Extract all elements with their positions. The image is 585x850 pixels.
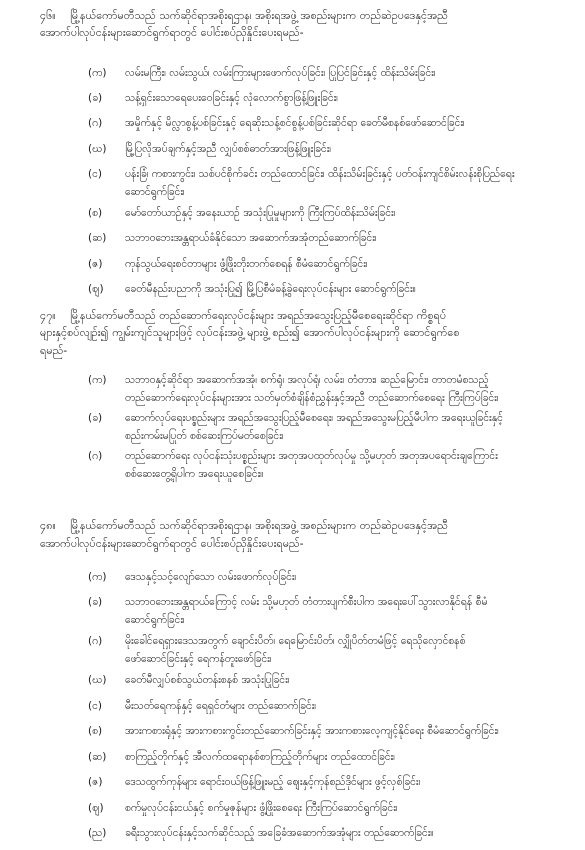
- list-item-marker: (ဂ): [88, 117, 103, 129]
- list-item-marker: (ည): [88, 827, 107, 839]
- list-item-marker: (ဆ): [88, 751, 107, 763]
- list-item-text: ဖော်ဆောင်ခြင်းနှင့် ရေကန်တူးဖော်ခြင်း၊: [125, 653, 272, 665]
- list-item-marker: (စ): [88, 207, 103, 219]
- list-item-marker: (ခ): [88, 596, 103, 608]
- list-item-marker: (က): [88, 571, 107, 583]
- section-paragraph-line: များနှင့်စပ်လျဉ်း၍ ကျွမ်းကျင်သူများဖြင့် လုပ်ငန်းအဖွဲ့ များဖွဲ့ စည်း၍ အောက်ပါလုပ်ငန်းများကို ဆောင်ရွက်စေ: [40, 326, 460, 339]
- list-item-marker: (ဂ): [88, 450, 103, 462]
- list-item-marker: (စ): [88, 725, 103, 737]
- section-number: ၄၆။: [40, 9, 56, 22]
- list-item-text: ဆောင်ရွက်ခြင်း၊: [125, 614, 185, 626]
- list-item-marker: (ဃ): [88, 674, 107, 686]
- section-number: ၄၈။: [40, 519, 56, 532]
- list-item-marker: (င): [88, 168, 103, 180]
- list-item-marker: (ခ): [88, 412, 103, 424]
- list-item-text: အားကစားရုံနှင့် အားကစားကွင်းတည်ဆောက်ခြင်းနှင့် အားကစားလေ့ကျင့်နိုင်ရေး စီမံဆောင်ရွက်ခြင်း၊: [125, 725, 499, 737]
- list-item-marker: (ဇ): [88, 776, 103, 788]
- list-item-text: ကုန်သွယ်ရေးစင်တာများ ဖွံ့ဖြိုးတိုးတက်စေရန် စီမံဆောင်ရွက်ခြင်း၊: [125, 258, 368, 270]
- list-item-text: တည်ဆောက်ရေးလုပ်ငန်းများအား သတ်မှတ်စံချိန်စံညွှန်းနှင့်အညီ တည်ဆောက်စေရေး ကြီးကြပ်ခြင်း၊: [125, 392, 499, 404]
- list-item-text: အမှိုက်နှင့် မိလ္လာစွန့်ပစ်ခြင်းနှင့် ရေဆိုးသန့်စင်စွန့်ပစ်ခြင်းဆိုင်ရာ ခေတ်မီစနစ်ဖော်ဆောင်ခြင်း၊: [125, 117, 465, 129]
- section-paragraph-line: မြို့နယ်ကော်မတီသည် သက်ဆိုင်ရာအစိုးရဌာန၊ အစိုးရအဖွဲ့ အစည်းများက တည်ဆဲဥပဒေနှင့်အညီ: [70, 9, 448, 22]
- list-item-text: မီးသတ်ရေကန်နှင့် ရေရှင်တံများ တည်ဆောက်ခြင်း၊: [125, 700, 317, 712]
- list-item-text: လမ်းမကြီး၊ လမ်းသွယ်၊ လမ်းကြားများဖောက်လုပ်ခြင်း၊ ပြုပြင်ခြင်းနှင့် ထိန်းသိမ်းခြင်း၊: [125, 67, 436, 79]
- list-item-text: စစ်ဆေးတွေ့ရှိပါက အရေးယူစေခြင်း။: [125, 468, 264, 480]
- list-item-marker: (က): [88, 374, 107, 386]
- section-paragraph-line: မြို့နယ်ကော်မတီသည် သက်ဆိုင်ရာအစိုးရဌာန၊ အစိုးရအဖွဲ့ အစည်းများက တည်ဆဲဥပဒေနှင့်အညီ: [70, 519, 448, 532]
- list-item-text: မြို့ပြလိုအပ်ချက်နှင့်အညီ လျှပ်စစ်ဓာတ်အားဖြန့်ဖြူးခြင်း၊: [125, 143, 332, 155]
- list-item-text: သန့်ရှင်းသောရေပေးဝေခြင်းနှင့် လုံလောက်စွာဖြန့်ဖြူးခြင်း၊: [125, 92, 338, 104]
- list-item-text: ခေတ်မီလျှပ်စစ်သွယ်တန်းစနစ် အသုံးပြုခြင်း၊: [125, 674, 290, 686]
- list-item-text: စက်မှုလုပ်ငန်းငယ်နှင့် စက်မှုဇုန်များ ဖွံ့ဖြိုးစေရေး ကြီးကြပ်ဆောင်ရွက်ခြင်း၊: [125, 802, 398, 814]
- section-paragraph-line: မြို့နယ်ကော်မတီသည် တည်ဆောက်ရေးလုပ်ငန်းများ အရည်အသွေးပြည့်မီစေရေးဆိုင်ရာ ကိစ္စရပ်: [70, 309, 447, 322]
- list-item-marker: (ဂ): [88, 635, 103, 647]
- list-item-text: သဘာဝဘေးအန္တရာယ်ခံနိုင်သော အဆောက်အအုံတည်ဆောက်ခြင်း၊: [125, 232, 377, 244]
- list-item-text: စာကြည့်တိုက်နှင့် အီလက်ထရောနစ်စာကြည့်တိုက်များ တည်ထောင်ခြင်း၊: [125, 751, 395, 763]
- list-item-marker: (ဇ): [88, 258, 103, 270]
- list-item-marker: (ဃ): [88, 143, 107, 155]
- list-item-text: မိုးခေါင်ရေရှားဒေသအတွက် ချောင်းပိတ်၊ ရေမြောင်းပိတ်၊ လျှိုပိတ်တမံဖြင့် ရေသိုလှောင်စနစ်: [125, 635, 466, 647]
- list-item-text: စည်းကမ်းမပြုတ် စစ်ဆေးကြပ်မတ်စေခြင်း၊: [125, 430, 284, 442]
- list-item-text: တည်ဆောက်ရေး လုပ်ငန်းသုံးပစ္စည်းများ အတုအပထုတ်လုပ်မှု သို့မဟုတ် အတုအပရောင်းချကြောင်း: [125, 450, 498, 462]
- list-item-text: ဆောက်လုပ်ရေးပစ္စည်းများ အရည်အသွေးပြည့်မီစေရေး၊ အရည်အသွေးမပြည့်မီပါက အရေးယူခြင်းနှင့်: [125, 412, 503, 424]
- list-item-text: ပန်းခြံ၊ ကစားကွင်း၊ သစ်ပင်စိုက်ခင်း တည်ထောင်ခြင်း၊ ထိန်းသိမ်းခြင်းနှင့် ပတ်ဝန်းကျင်စိမ်းလန်းစိုပြည်ရေး: [125, 168, 515, 180]
- section-paragraph-line: အောက်ပါလုပ်ငန်းများဆောင်ရွက်ရာတွင် ပေါင်းစပ်ညှိနှိုင်းပေးရမည်-: [40, 26, 304, 39]
- list-item-text: ဆောင်ရွက်ခြင်း၊: [125, 186, 185, 198]
- list-item-marker: (င): [88, 700, 103, 712]
- list-item-text: သဘာဝနှင့်ဆိုင်ရာ အဆောက်အအုံ၊ စက်ရုံ၊ အလုပ်ရုံ၊ လမ်း၊ တံတား၊ ဆည်မြောင်း၊ တာတမံစသည့်: [125, 374, 489, 386]
- list-item-text: ခေတ်မီနည်းပညာကို အသုံးပြု၍ မြို့ပြစီမံခန့်ခွဲရေးလုပ်ငန်းများ ဆောင်ရွက်ခြင်း။: [125, 283, 416, 295]
- list-item-marker: (ဆ): [88, 232, 107, 244]
- section-paragraph-line: အောက်ပါလုပ်ငန်းများဆောင်ရွက်ရာတွင် ပေါင်းစပ်ညှိနှိုင်းပေးရမည်-: [40, 537, 304, 550]
- section-number: ၄၇။: [40, 309, 56, 322]
- list-item-text: ဒေသထွက်ကုန်များ ရောင်းဝယ်ဖြန့်ဖြူးမည့် ဈေးနှင့်ကုန်စည်ဒိုင်များ ဖွင့်လှစ်ခြင်း၊: [125, 776, 421, 788]
- section-paragraph-line: ရမည်-: [40, 344, 68, 357]
- list-item-marker: (ဈ): [88, 802, 104, 814]
- list-item-text: ခရီးသွားလုပ်ငန်းနှင့်သက်ဆိုင်သည့် အခြေခံအဆောက်အအုံများ တည်ဆောက်ခြင်း။: [125, 827, 434, 839]
- list-item-marker: (ခ): [88, 92, 103, 104]
- list-item-marker: (ဈ): [88, 283, 104, 295]
- list-item-text: ဒေသနှင့်သင့်လျော်သော လမ်းဖောက်လုပ်ခြင်း၊: [125, 571, 297, 583]
- list-item-text: မော်တော်ယာဉ်နှင့် အနေးယာဉ် အသုံးပြုမှုများကို ကြီးကြပ်ထိန်းသိမ်းခြင်း၊: [125, 207, 396, 219]
- list-item-marker: (က): [88, 67, 107, 79]
- list-item-text: သဘာဝဘေးအန္တရာယ်ကြောင့် လမ်း သို့မဟုတ် တံတားပျက်စီးပါက အရေးပေါ်သွားလာနိုင်ရန် စီမံ: [125, 596, 488, 608]
